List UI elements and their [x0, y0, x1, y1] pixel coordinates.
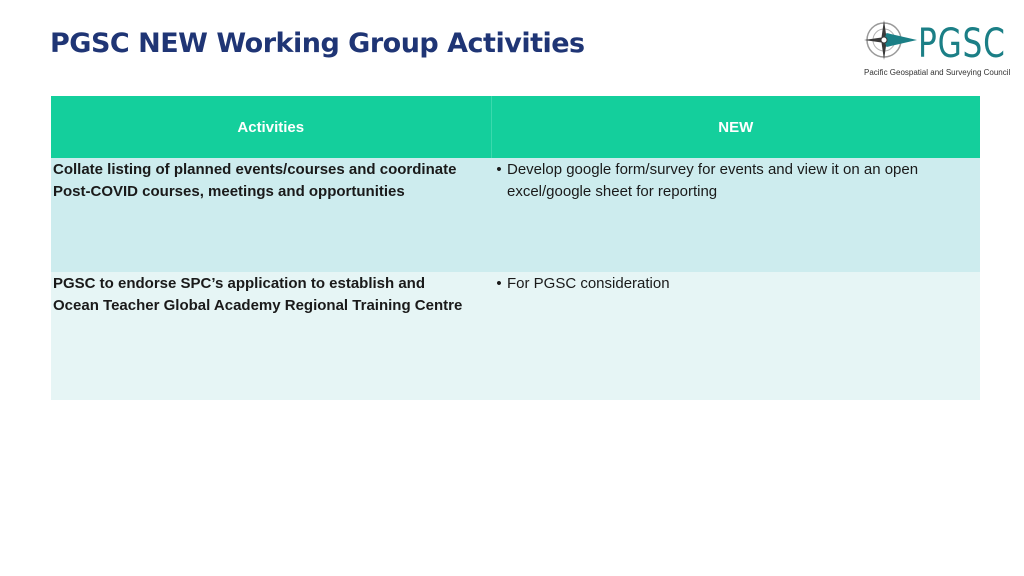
bullet-text: Develop google form/survey for events and view it on an open excel/google sheet for reporting [507, 161, 919, 200]
pgsc-logo [860, 14, 1010, 80]
bullet-icon: • [496, 275, 502, 292]
column-header-activities: Activities [51, 96, 491, 158]
table-row [51, 272, 980, 400]
activity-cell: PGSC to endorse SPC’s application to establish and Ocean Teacher Global Academy Regional Training Centre [51, 272, 491, 400]
activity-cell: Collate listing of planned events/courses and coordinate Post-COVID courses, meetings and opportunities [51, 158, 491, 272]
logo-wordmark: PGSC [918, 21, 1006, 67]
bullet-icon: • [496, 161, 502, 178]
bullet-item [491, 159, 978, 203]
table-row [51, 158, 980, 272]
column-header-new: NEW [491, 96, 980, 158]
new-cell [491, 272, 980, 400]
bullet-text: For PGSC consideration [507, 275, 670, 292]
new-cell [491, 158, 980, 272]
page-title: PGSC NEW Working Group Activities [50, 28, 585, 59]
bullet-item [491, 273, 978, 295]
logo-tagline: Pacific Geospatial and Surveying Council [864, 68, 1011, 77]
activities-table [51, 96, 980, 400]
compass-icon [862, 18, 918, 62]
table-header-row [51, 96, 980, 158]
